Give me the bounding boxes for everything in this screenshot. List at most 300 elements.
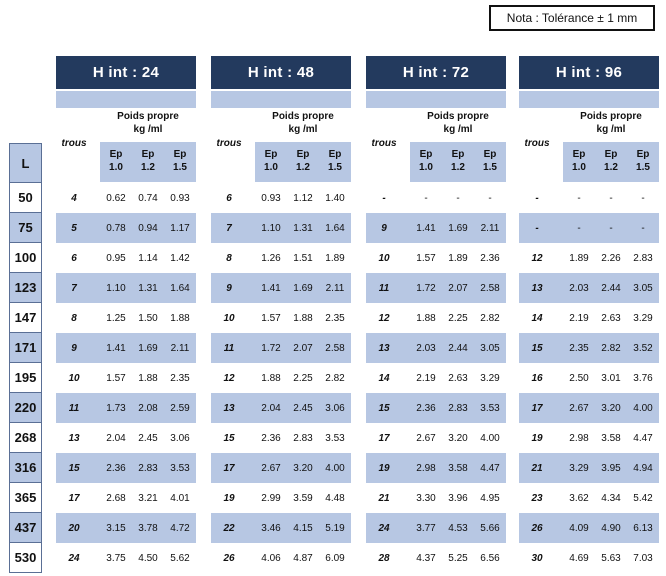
length-cell: 171 <box>9 333 42 363</box>
weight-cell: - <box>609 222 613 234</box>
ep-label: Ep <box>604 149 618 160</box>
ep-label: Ep <box>264 149 278 160</box>
table-row <box>211 333 351 363</box>
weight-header-unit: kg /ml <box>596 124 626 135</box>
weight-cell: 1.57 <box>261 312 281 324</box>
group-title: H int : 96 <box>519 56 659 89</box>
length-header: L <box>9 143 42 183</box>
weight-cell: 4.01 <box>170 492 190 504</box>
ep-label: Ep <box>636 149 650 160</box>
weight-cell: 3.76 <box>633 372 653 384</box>
trous-cell: 15 <box>68 462 80 474</box>
weight-cell: 2.19 <box>416 372 436 384</box>
weight-cell: 3.77 <box>416 522 436 534</box>
trous-cell: 17 <box>378 432 390 444</box>
ep-thickness: 1.5 <box>173 162 187 173</box>
weight-header-line: Poids propre <box>580 111 642 122</box>
weight-values <box>410 523 506 534</box>
table-row <box>56 513 196 543</box>
weight-values <box>100 493 196 504</box>
table-row <box>519 303 659 333</box>
weight-cell: 3.96 <box>448 492 468 504</box>
trous-cell: 15 <box>223 432 235 444</box>
weight-header-line: Poids propre <box>427 111 489 122</box>
ep-label: Ep <box>483 149 497 160</box>
length-cell: 530 <box>9 543 42 573</box>
ep-thickness: 1.5 <box>483 162 497 173</box>
group-subheader-strip <box>211 91 351 108</box>
weight-values <box>100 283 196 294</box>
weight-cell: 3.06 <box>325 402 345 414</box>
weight-header <box>410 108 506 183</box>
ep-label: Ep <box>296 149 310 160</box>
trous-cell: 6 <box>71 252 77 264</box>
table-row <box>519 393 659 423</box>
weight-cell: 2.63 <box>448 372 468 384</box>
ep-thickness: 1.5 <box>328 162 342 173</box>
table-row <box>56 423 196 453</box>
trous-cell: 26 <box>531 522 543 534</box>
weight-values <box>410 553 506 564</box>
weight-cell: 2.58 <box>325 342 345 354</box>
weight-cell: 5.19 <box>325 522 345 534</box>
weight-cell: 1.89 <box>569 252 589 264</box>
trous-header: trous <box>524 138 550 149</box>
weight-cell: 2.26 <box>601 252 621 264</box>
weight-header-label <box>563 108 659 136</box>
weight-cell: 3.29 <box>569 462 589 474</box>
ep-thickness: 1.0 <box>572 162 586 173</box>
weight-cell: 1.41 <box>261 282 281 294</box>
weight-cell: 3.75 <box>106 552 126 564</box>
table-row <box>56 363 196 393</box>
weight-values <box>410 433 506 444</box>
trous-cell: - <box>382 192 386 204</box>
ep-header-row <box>410 142 506 182</box>
weight-header-line: Poids propre <box>272 111 334 122</box>
weight-cell: 1.88 <box>170 312 190 324</box>
weight-values <box>563 553 659 564</box>
group-h-int-1 <box>211 56 351 573</box>
length-cell: 268 <box>9 423 42 453</box>
ep-header <box>319 142 351 182</box>
weight-cell: 3.53 <box>480 402 500 414</box>
length-cell: 147 <box>9 303 42 333</box>
weight-values <box>563 283 659 294</box>
weight-cell: 1.72 <box>416 282 436 294</box>
trous-cell: 24 <box>378 522 390 534</box>
table-row <box>56 243 196 273</box>
trous-cell: 9 <box>71 342 77 354</box>
weight-cell: 2.68 <box>106 492 126 504</box>
table-row <box>519 483 659 513</box>
table-row <box>519 183 659 213</box>
trous-cell: - <box>535 192 539 204</box>
weight-cell: 2.19 <box>569 312 589 324</box>
weight-cell: 2.59 <box>170 402 190 414</box>
trous-cell: 17 <box>223 462 235 474</box>
table-row <box>519 513 659 543</box>
weight-cell: 1.50 <box>138 312 158 324</box>
table-row <box>211 363 351 393</box>
weight-values <box>410 343 506 354</box>
trous-cell: 10 <box>378 252 390 264</box>
weight-values <box>100 553 196 564</box>
weight-cell: 2.11 <box>325 282 345 294</box>
weight-values <box>255 193 351 204</box>
weight-values <box>563 223 659 234</box>
table-row <box>366 453 506 483</box>
weight-cell: - <box>456 192 460 204</box>
weight-cell: 4.34 <box>601 492 621 504</box>
weight-values <box>255 253 351 264</box>
table-row <box>56 393 196 423</box>
trous-cell: 16 <box>531 372 543 384</box>
weight-cell: 2.83 <box>448 402 468 414</box>
weight-cell: 0.93 <box>170 192 190 204</box>
weight-header <box>255 108 351 183</box>
weight-cell: 1.88 <box>293 312 313 324</box>
table-row <box>211 183 351 213</box>
table-row <box>366 363 506 393</box>
trous-cell: 12 <box>378 312 390 324</box>
table-row <box>519 423 659 453</box>
weight-cell: 1.41 <box>416 222 436 234</box>
group-column-headers <box>211 108 351 183</box>
length-cell: 123 <box>9 273 42 303</box>
weight-cell: 1.88 <box>261 372 281 384</box>
group-rows <box>56 183 196 573</box>
trous-cell: 24 <box>68 552 80 564</box>
weight-values <box>410 283 506 294</box>
weight-cell: 4.95 <box>480 492 500 504</box>
trous-cell: 22 <box>223 522 235 534</box>
trous-cell: 11 <box>378 282 390 294</box>
weight-cell: 2.98 <box>416 462 436 474</box>
weight-cell: 3.30 <box>416 492 436 504</box>
table-row <box>366 513 506 543</box>
weight-cell: 1.88 <box>138 372 158 384</box>
weight-cell: 4.48 <box>325 492 345 504</box>
table-row <box>366 213 506 243</box>
weight-cell: 4.90 <box>601 522 621 534</box>
weight-cell: 2.44 <box>448 342 468 354</box>
weight-cell: 4.37 <box>416 552 436 564</box>
weight-cell: 3.01 <box>601 372 621 384</box>
ep-thickness: 1.0 <box>109 162 123 173</box>
trous-cell: 13 <box>531 282 543 294</box>
weight-cell: 1.41 <box>106 342 126 354</box>
weight-cell: 1.73 <box>106 402 126 414</box>
weight-cell: 3.05 <box>633 282 653 294</box>
weight-header-unit: kg /ml <box>288 124 318 135</box>
weight-cell: 1.69 <box>138 342 158 354</box>
weight-values <box>255 403 351 414</box>
weight-cell: 1.42 <box>170 252 190 264</box>
weight-cell: 0.62 <box>106 192 126 204</box>
ep-label: Ep <box>141 149 155 160</box>
ep-thickness: 1.2 <box>296 162 310 173</box>
table-row <box>519 273 659 303</box>
ep-thickness: 1.0 <box>264 162 278 173</box>
trous-cell: 9 <box>381 222 387 234</box>
weight-cell: 2.82 <box>480 312 500 324</box>
ep-header <box>595 142 627 182</box>
table-row <box>519 213 659 243</box>
length-cell: 100 <box>9 243 42 273</box>
weight-cell: 3.62 <box>569 492 589 504</box>
table-row <box>56 453 196 483</box>
weight-cell: 3.53 <box>325 432 345 444</box>
trous-cell: 23 <box>531 492 543 504</box>
weight-values <box>410 223 506 234</box>
ep-header <box>100 142 132 182</box>
table-row <box>211 453 351 483</box>
ep-header-row <box>255 142 351 182</box>
weight-cell: 2.36 <box>261 432 281 444</box>
weight-cell: 3.21 <box>138 492 158 504</box>
ep-thickness: 1.2 <box>141 162 155 173</box>
weight-values <box>563 313 659 324</box>
group-column-headers <box>519 108 659 183</box>
weight-values <box>100 463 196 474</box>
weight-cell: 1.69 <box>293 282 313 294</box>
weight-cell: 4.09 <box>569 522 589 534</box>
ep-header <box>132 142 164 182</box>
table-row <box>56 303 196 333</box>
table-row <box>519 333 659 363</box>
weight-cell: 2.36 <box>106 462 126 474</box>
ep-label: Ep <box>419 149 433 160</box>
trous-cell: 14 <box>378 372 390 384</box>
trous-header: trous <box>61 138 87 149</box>
weight-cell: 2.25 <box>448 312 468 324</box>
weight-cell: 1.17 <box>170 222 190 234</box>
trous-cell: 19 <box>531 432 543 444</box>
weight-values <box>563 193 659 204</box>
ep-header <box>474 142 506 182</box>
weight-values <box>410 313 506 324</box>
table-row <box>211 483 351 513</box>
trous-cell: 13 <box>378 342 390 354</box>
trous-cell: 28 <box>378 552 390 564</box>
group-column-headers <box>366 108 506 183</box>
weight-cell: 2.82 <box>325 372 345 384</box>
table-row <box>519 453 659 483</box>
weight-values <box>255 463 351 474</box>
weight-cell: 5.66 <box>480 522 500 534</box>
group-title: H int : 48 <box>211 56 351 89</box>
weight-values <box>100 373 196 384</box>
weight-cell: 2.07 <box>448 282 468 294</box>
weight-cell: 1.10 <box>261 222 281 234</box>
weight-values <box>255 223 351 234</box>
weight-values <box>100 403 196 414</box>
trous-cell: 4 <box>71 192 77 204</box>
ep-header <box>287 142 319 182</box>
weight-cell: 4.94 <box>633 462 653 474</box>
trous-cell: - <box>535 222 539 234</box>
weight-values <box>410 463 506 474</box>
weight-cell: 2.58 <box>480 282 500 294</box>
trous-cell: 15 <box>531 342 543 354</box>
trous-cell: 7 <box>71 282 77 294</box>
weight-cell: 1.72 <box>261 342 281 354</box>
weight-cell: 3.53 <box>170 462 190 474</box>
weight-cell: 1.51 <box>293 252 313 264</box>
trous-header: trous <box>216 138 242 149</box>
weight-values <box>563 463 659 474</box>
weight-cell: 2.45 <box>138 432 158 444</box>
weight-cell: 2.03 <box>416 342 436 354</box>
weight-values <box>255 433 351 444</box>
weight-values <box>563 493 659 504</box>
weight-cell: 3.05 <box>480 342 500 354</box>
table-row <box>519 243 659 273</box>
trous-cell: 17 <box>531 402 543 414</box>
weight-values <box>100 193 196 204</box>
weight-cell: 3.58 <box>448 462 468 474</box>
weight-cell: 3.29 <box>633 312 653 324</box>
weight-cell: 3.46 <box>261 522 281 534</box>
trous-cell: 10 <box>68 372 80 384</box>
trous-cell: 11 <box>223 342 235 354</box>
weight-cell: - <box>577 222 581 234</box>
ep-header-row <box>563 142 659 182</box>
table-row <box>366 423 506 453</box>
weight-cell: 3.95 <box>601 462 621 474</box>
weight-values <box>563 343 659 354</box>
weight-header-unit: kg /ml <box>443 124 473 135</box>
group-column-headers <box>56 108 196 183</box>
weight-cell: - <box>488 192 492 204</box>
group-rows <box>211 183 351 573</box>
weight-cell: 2.04 <box>261 402 281 414</box>
weight-values <box>100 433 196 444</box>
ep-thickness: 1.5 <box>636 162 650 173</box>
weight-cell: 3.20 <box>293 462 313 474</box>
trous-cell: 12 <box>531 252 543 264</box>
weight-values <box>563 523 659 534</box>
trous-cell: 19 <box>378 462 390 474</box>
table-row <box>56 483 196 513</box>
weight-values <box>410 493 506 504</box>
ep-label: Ep <box>109 149 123 160</box>
weight-cell: 1.12 <box>293 192 313 204</box>
table-row <box>56 273 196 303</box>
length-cell: 195 <box>9 363 42 393</box>
weight-cell: 3.20 <box>448 432 468 444</box>
weight-cell: 1.89 <box>325 252 345 264</box>
length-cell: 365 <box>9 483 42 513</box>
trous-cell: 13 <box>223 402 235 414</box>
weight-values <box>255 553 351 564</box>
weight-cell: 4.00 <box>480 432 500 444</box>
weight-values <box>410 253 506 264</box>
weight-cell: 2.36 <box>480 252 500 264</box>
weight-values <box>255 493 351 504</box>
group-h-int-2 <box>366 56 506 573</box>
weight-values <box>410 403 506 414</box>
trous-cell: 26 <box>223 552 235 564</box>
group-subheader-strip <box>56 91 196 108</box>
weight-cell: 3.15 <box>106 522 126 534</box>
weight-cell: 0.95 <box>106 252 126 264</box>
weight-cell: 3.58 <box>601 432 621 444</box>
ep-thickness: 1.2 <box>604 162 618 173</box>
weight-cell: 1.40 <box>325 192 345 204</box>
table-row <box>211 423 351 453</box>
ep-label: Ep <box>328 149 342 160</box>
trous-cell: 9 <box>226 282 232 294</box>
trous-header: trous <box>371 138 397 149</box>
weight-cell: 1.57 <box>416 252 436 264</box>
weight-cell: 2.35 <box>569 342 589 354</box>
weight-cell: 5.62 <box>170 552 190 564</box>
table-row <box>56 183 196 213</box>
weight-values <box>563 433 659 444</box>
ep-label: Ep <box>572 149 586 160</box>
weight-cell: 1.25 <box>106 312 126 324</box>
group-h-int-0 <box>56 56 196 573</box>
ep-header <box>164 142 196 182</box>
weight-cell: 0.78 <box>106 222 126 234</box>
weight-cell: 4.15 <box>293 522 313 534</box>
weight-cell: 2.50 <box>569 372 589 384</box>
table-row <box>366 543 506 573</box>
weight-header <box>100 108 196 183</box>
table-row <box>366 303 506 333</box>
group-title: H int : 24 <box>56 56 196 89</box>
weight-cell: 2.08 <box>138 402 158 414</box>
table-row <box>211 213 351 243</box>
group-h-int-3 <box>519 56 659 573</box>
weight-cell: 2.44 <box>601 282 621 294</box>
weight-cell: 2.07 <box>293 342 313 354</box>
weight-cell: 6.56 <box>480 552 500 564</box>
length-column <box>9 143 42 573</box>
ep-header <box>255 142 287 182</box>
weight-values <box>100 343 196 354</box>
weight-cell: 0.94 <box>138 222 158 234</box>
weight-cell: 1.14 <box>138 252 158 264</box>
weight-header-line: Poids propre <box>117 111 179 122</box>
length-cell: 220 <box>9 393 42 423</box>
weight-values <box>100 313 196 324</box>
weight-cell: 1.64 <box>325 222 345 234</box>
trous-cell: 19 <box>223 492 235 504</box>
weight-cell: 4.47 <box>633 432 653 444</box>
table-row <box>211 243 351 273</box>
trous-cell: 15 <box>378 402 390 414</box>
weight-cell: 1.88 <box>416 312 436 324</box>
table-row <box>211 303 351 333</box>
weight-cell: 2.67 <box>416 432 436 444</box>
ep-label: Ep <box>173 149 187 160</box>
weight-cell: 0.74 <box>138 192 158 204</box>
weight-cell: 3.29 <box>480 372 500 384</box>
group-rows <box>366 183 506 573</box>
weight-cell: 4.69 <box>569 552 589 564</box>
weight-cell: 3.78 <box>138 522 158 534</box>
weight-cell: 1.64 <box>170 282 190 294</box>
weight-cell: 4.00 <box>633 402 653 414</box>
weight-cell: 5.63 <box>601 552 621 564</box>
weight-cell: 4.47 <box>480 462 500 474</box>
weight-cell: 1.31 <box>293 222 313 234</box>
weight-values <box>563 403 659 414</box>
length-cell: 50 <box>9 183 42 213</box>
